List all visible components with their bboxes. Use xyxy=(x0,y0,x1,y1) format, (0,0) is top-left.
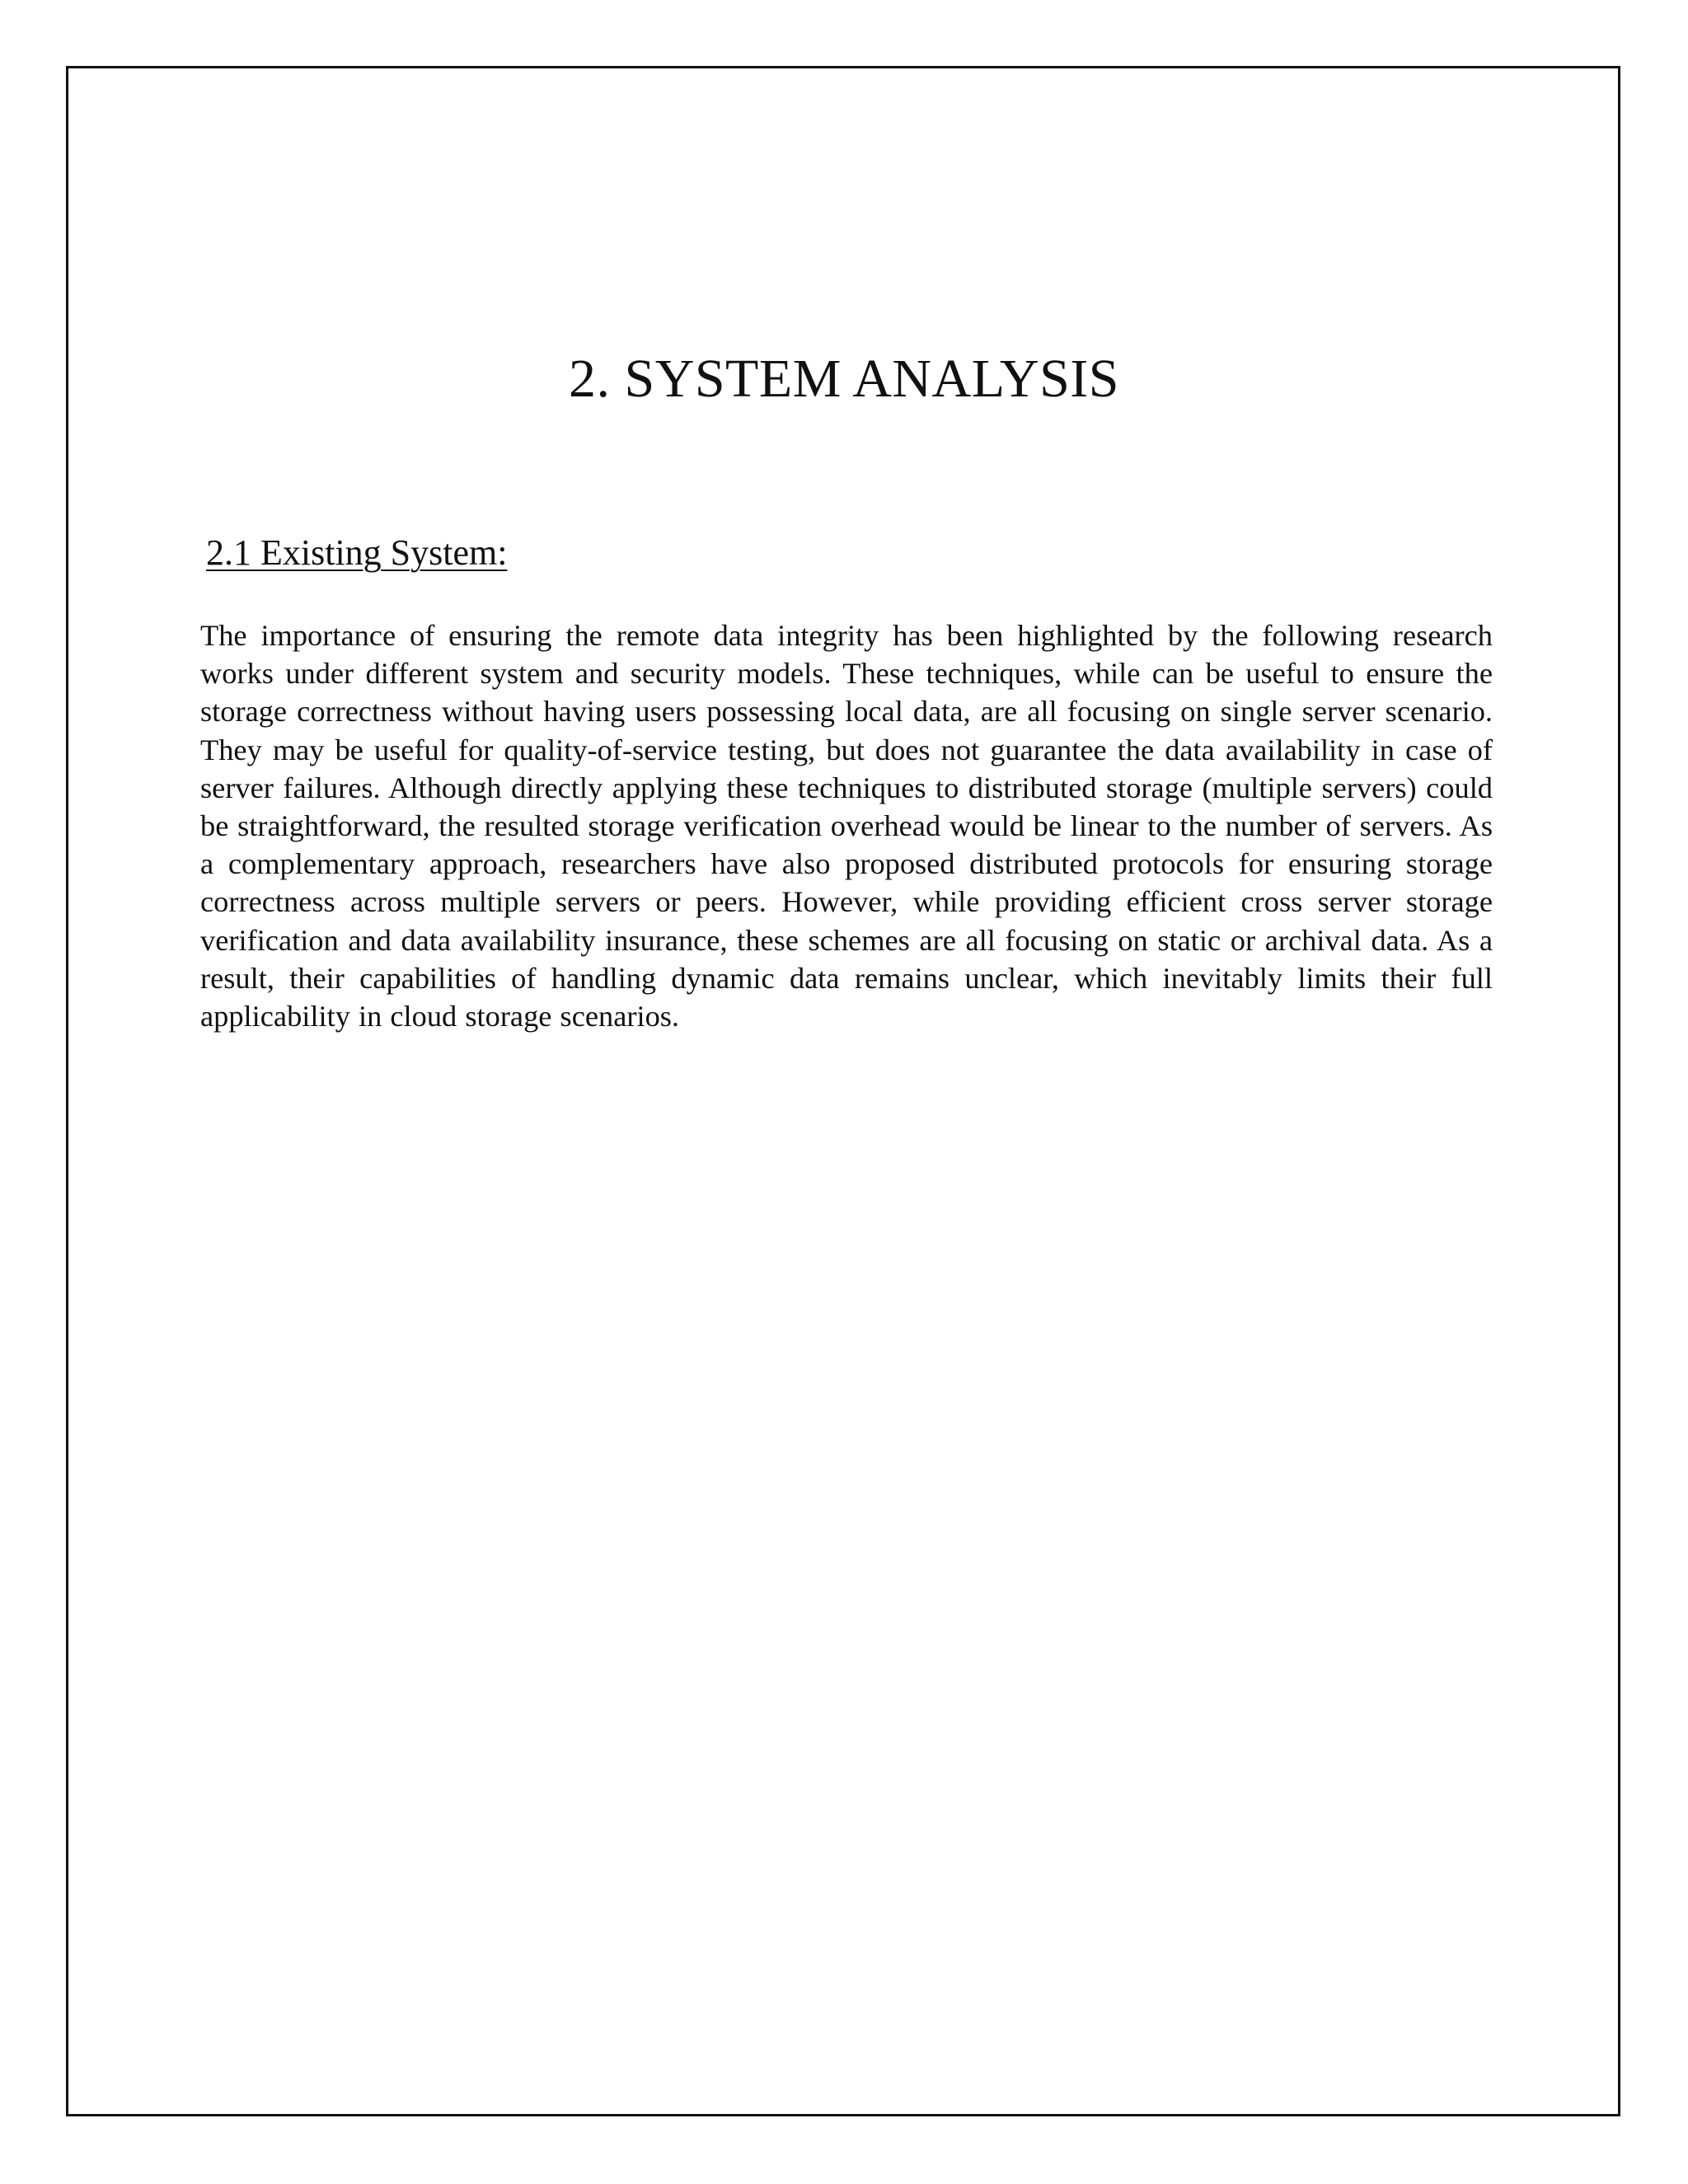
chapter-title: 2. SYSTEM ANALYSIS xyxy=(568,349,1119,409)
body-paragraph: The importance of ensuring the remote data integrity has been highlighted by the following research works under different system and security models. These techniques, while can be useful to ensure the storage correctness without having users possessing local data, are all focusing on single server scenario. They may be useful for quality-of-service testing, but does not guarantee the data availability in case of server failures. Although directly applying these techniques to distributed storage (multiple servers) could be straightforward, the resulted storage verification overhead would be linear to the number of servers. As a complementary approach, researchers have also proposed distributed protocols for ensuring storage correctness across multiple servers or peers. However, while providing efficient cross server storage verification and data availability insurance, these schemes are all focusing on static or archival data. As a result, their capabilities of handling dynamic data remains unclear, which inevitably limits their full applicability in cloud storage scenarios. xyxy=(200,619,1493,1033)
section-heading: 2.1 Existing System: xyxy=(206,532,508,573)
